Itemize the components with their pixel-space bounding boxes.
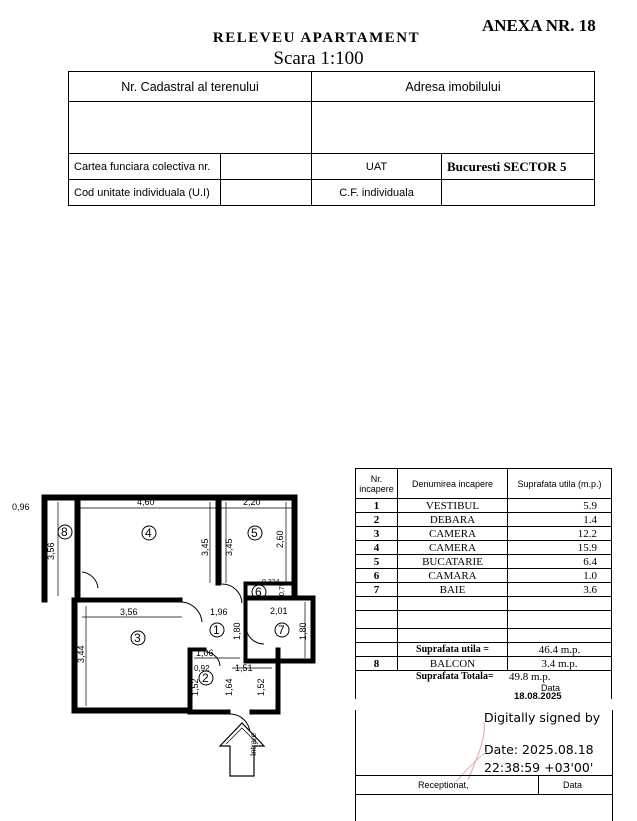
- footer-box: [355, 775, 613, 821]
- table-row: 2 DEBARA 1.4: [356, 513, 612, 527]
- wall-right-lower: [276, 648, 280, 714]
- room-3-number: 3: [134, 631, 141, 645]
- table-row: 1 VESTIBUL 5.9: [356, 499, 612, 513]
- entrance-label: Intrare: [249, 732, 258, 756]
- total-label: Suprafata Totala=: [416, 671, 494, 682]
- document-title: RELEVEU APARTAMENT: [212, 30, 421, 46]
- annex-number: ANEXA NR. 18: [482, 16, 596, 35]
- signature-line1: Digitally signed by: [484, 710, 601, 725]
- data-label: Data: [541, 683, 561, 693]
- room-4-number: 4: [145, 526, 152, 540]
- data-value: 18.08.2025: [514, 691, 562, 702]
- dim-106: 1,06: [196, 648, 214, 658]
- receptionat-label: Receptionat,: [418, 780, 469, 790]
- total-row: [356, 671, 612, 699]
- address-value: [312, 102, 595, 154]
- dim-196: 1,96: [210, 607, 228, 617]
- table-row: 4 CAMERA 15.9: [356, 541, 612, 555]
- room-1-number: 1: [213, 623, 220, 637]
- wall-room4-room5: [216, 495, 221, 585]
- wall-debara-bottom: [188, 710, 230, 714]
- cod-unitate-label: Cod unitate individuala (U.I): [69, 180, 221, 206]
- uat-value: Bucuresti SECTOR 5: [442, 154, 595, 180]
- dim-220: 2,20: [243, 497, 261, 507]
- signature-line3: 22:38:59 +03'00': [484, 760, 594, 775]
- dim-356b: 3,56: [120, 607, 138, 617]
- cadastral-label: Nr. Cadastral al terenului: [69, 72, 312, 102]
- door-baie: [246, 626, 264, 644]
- table-row: 3 CAMERA 12.2: [356, 527, 612, 541]
- dim-092: 0,92: [194, 664, 210, 673]
- dim-164: 1,64: [224, 678, 234, 696]
- footer-data-label: Data: [563, 780, 583, 790]
- cod-unitate-value: [221, 180, 312, 206]
- address-label: Adresa imobilului: [312, 72, 595, 102]
- dim-345b: 3,45: [224, 538, 234, 556]
- dim-180b: 1,80: [298, 622, 308, 640]
- room-8-number: 8: [61, 525, 68, 539]
- dim-201: 2,01: [270, 606, 288, 616]
- door-room3: [182, 602, 202, 622]
- room-2-number: 2: [202, 671, 209, 685]
- wall-baie-left: [244, 582, 247, 662]
- rooms-table: [355, 468, 612, 702]
- dim-345a: 3,45: [200, 538, 210, 556]
- useful-area-row: Suprafata utila = 46.4 m.p.: [356, 643, 612, 657]
- room-7-number: 7: [278, 623, 285, 637]
- dim-152a: 1,52: [190, 678, 200, 696]
- cf-individuala-value: [442, 180, 595, 206]
- scale-label: Scara 1:100: [273, 48, 364, 69]
- dim-260: 2,60: [275, 530, 285, 548]
- wall-bottom-room3: [72, 708, 192, 713]
- header-table: [68, 71, 595, 206]
- col-nr-header: Nr. incapere: [356, 469, 398, 499]
- signature-line2: Date: 2025.08.18: [484, 742, 594, 757]
- dim-460: 4,60: [137, 497, 155, 507]
- dim-152b: 1,52: [256, 678, 266, 696]
- dim-180a: 1,80: [232, 622, 242, 640]
- table-row: 5 BUCATARIE 6.4: [356, 555, 612, 569]
- cadastral-value: [69, 102, 312, 154]
- carte-funciara-value: [221, 154, 312, 180]
- wall-balcony-inner: [75, 495, 80, 602]
- dim-344: 3,44: [76, 645, 86, 663]
- table-row: 6 CAMARA 1.0: [356, 569, 612, 583]
- dim-151: 1,51: [235, 663, 253, 673]
- balcon-row: 8 BALCON 3.4 m.p.: [356, 657, 612, 671]
- col-area-header: Suprafata utila (m.p.): [508, 469, 612, 499]
- wall-room4-room3: [72, 598, 182, 602]
- empty-row: [356, 597, 612, 611]
- dim-324: 0,324: [262, 579, 280, 586]
- uat-label: UAT: [312, 154, 442, 180]
- empty-row: [356, 629, 612, 643]
- door-balcony: [82, 572, 98, 588]
- wall-baie-bottom: [244, 659, 315, 663]
- door-room4: [222, 584, 242, 603]
- dim-096: 0,96: [12, 502, 30, 512]
- dim-356a: 3,56: [46, 542, 56, 560]
- wall-baie-right: [311, 596, 315, 662]
- total-value: 49.8 m.p.: [509, 671, 551, 683]
- empty-row: [356, 611, 612, 629]
- col-name-header: Denumirea incapere: [398, 469, 508, 499]
- room-6-number: 6: [255, 585, 262, 599]
- dim-075: 0,75: [279, 582, 286, 596]
- carte-funciara-label: Cartea funciara colectiva nr.: [69, 154, 221, 180]
- room-5-number: 5: [251, 526, 258, 540]
- cf-individuala-label: C.F. individuala: [312, 180, 442, 206]
- table-row: 7 BAIE 3.6: [356, 583, 612, 597]
- floor-plan: [10, 488, 330, 778]
